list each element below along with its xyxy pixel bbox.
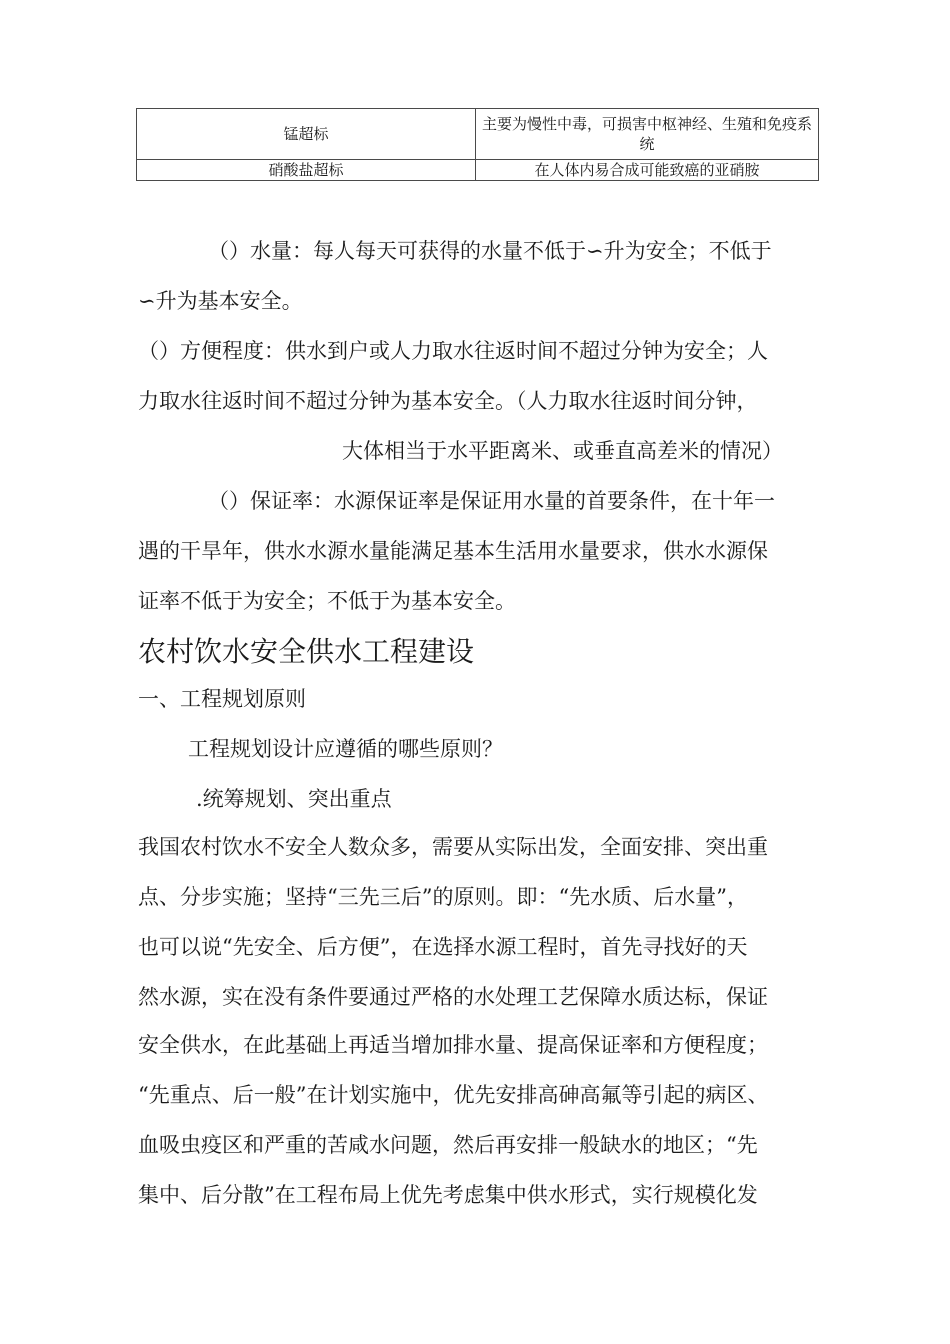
table-cell-item: 硝酸盐超标 <box>137 160 476 181</box>
paragraph-line: 安全供水，在此基础上再适当增加排水量、提高保证率和方便程度； <box>138 1033 768 1057</box>
contaminant-table <box>136 108 819 181</box>
table-row <box>137 160 819 181</box>
convenience-line-3: 大体相当于水平距离米、或垂直高差米的情况） <box>342 439 783 463</box>
paragraph-line: 然水源，实在没有条件要通过严格的水处理工艺保障水质达标，保证 <box>138 985 768 1009</box>
table-cell-effect: 在人体内易合成可能致癌的亚硝胺 <box>476 160 819 181</box>
convenience-line-1: （）方便程度：供水到户或人力取水往返时间不超过分钟为安全；人 <box>138 339 768 363</box>
paragraph-line: 点、分步实施；坚持“三先三后”的原则。即：“先水质、后水量”， <box>138 885 748 909</box>
paragraph-line: 也可以说“先安全、后方便”，在选择水源工程时，首先寻找好的天 <box>138 935 748 959</box>
water-quantity-line-1: （）水量：每人每天可获得的水量不低于∽升为安全；不低于 <box>208 239 772 263</box>
section-heading: 农村饮水安全供水工程建设 <box>138 635 475 668</box>
water-quantity-line-2: ∽升为基本安全。 <box>138 289 303 313</box>
table-row <box>137 109 819 160</box>
guarantee-line-1: （）保证率：水源保证率是保证用水量的首要条件，在十年一 <box>208 489 775 513</box>
table-cell-item: 锰超标 <box>137 109 476 160</box>
paragraph-line: 我国农村饮水不安全人数众多，需要从实际出发，全面安排、突出重 <box>138 835 768 859</box>
subsection-title: .统筹规划、突出重点 <box>196 787 392 811</box>
paragraph-line: “先重点、后一般”在计划实施中，优先安排高砷高氟等引起的病区、 <box>138 1083 769 1107</box>
paragraph-line: 集中、后分散”在工程布局上优先考虑集中供水形式，实行规模化发 <box>138 1183 758 1207</box>
subheading-principles: 一、工程规划原则 <box>138 687 306 711</box>
guarantee-line-2: 遇的干旱年，供水水源水量能满足基本生活用水量要求，供水水源保 <box>138 539 768 563</box>
table-cell-effect: 主要为慢性中毒，可损害中枢神经、生殖和免疫系统 <box>476 109 819 160</box>
paragraph-line: 血吸虫疫区和严重的苦咸水问题，然后再安排一般缺水的地区；“先 <box>138 1133 758 1157</box>
question-text: 工程规划设计应遵循的哪些原则？ <box>188 737 503 761</box>
guarantee-line-3: 证率不低于为安全；不低于为基本安全。 <box>138 589 516 613</box>
convenience-line-2: 力取水往返时间不超过分钟为基本安全。（人力取水往返时间分钟， <box>138 389 758 413</box>
